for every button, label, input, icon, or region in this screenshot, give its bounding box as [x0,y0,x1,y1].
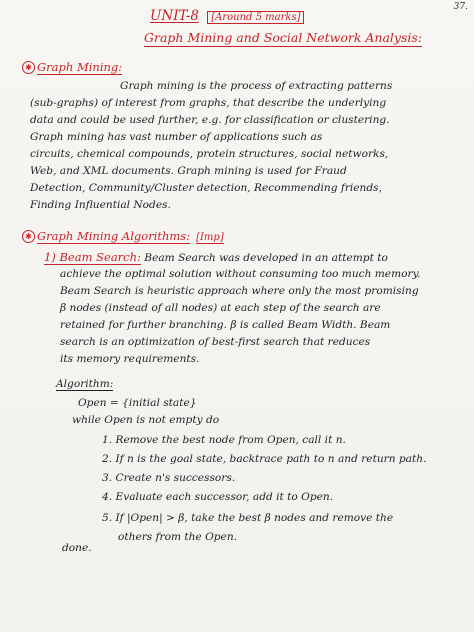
beam-search-text: its memory requirements. [60,353,200,365]
marks-label: [Around 5 marks] [207,11,304,24]
star-bullet-icon: ✱ [22,61,35,74]
unit-label: UNIT-8 [150,8,199,24]
beam-search-text: β nodes (instead of all nodes) at each step of the search are [60,302,381,314]
algorithm-step: others from the Open. [118,531,238,543]
done-line: done. [62,542,92,554]
importance-tag: [Imp] [196,232,224,243]
open-init-line: Open = {initial state} [78,397,197,409]
while-line: while Open is not empty do [72,414,220,426]
algorithm-step: 3. Create n's successors. [102,472,236,484]
beam-search-text: search is an optimization of best-first search that reduces [60,336,371,348]
unit-subtitle: Graph Mining and Social Network Analysis: [144,30,423,45]
beam-search-text: retained for further branching. β is called Beam Width. Beam [60,319,391,331]
unit-title [150,8,304,24]
algorithm-label: Algorithm: [56,378,114,390]
page-number: 37. [453,2,468,12]
beam-search-text: achieve the optimal solution without consuming too much memory. [60,268,421,280]
graph-mining-line: circuits, chemical compounds, protein structures, social networks, [30,148,389,160]
beam-search-label: 1) Beam Search: [44,250,141,264]
beam-search-text: Beam Search is heuristic approach where only the most promising [60,285,419,297]
graph-mining-line: data and could be used further, e.g. for classification or clustering. [30,114,390,126]
graph-mining-heading: ✱ Graph Mining: [22,60,122,74]
star-bullet-icon: ✱ [22,230,35,243]
algorithm-step: 5. If |Open| > β, take the best β nodes and remove the [102,512,394,524]
graph-mining-line: Graph mining is the process of extracting patterns [120,80,393,92]
algorithms-heading: ✱ Graph Mining Algorithms: [Imp] [22,229,224,243]
algorithm-step: 2. If n is the goal state, backtrace path to n and return path. [102,453,427,465]
graph-mining-line: (sub-graphs) of interest from graphs, that describe the underlying [30,97,387,109]
graph-mining-line: Finding Influential Nodes. [30,199,171,211]
algorithm-step: 4. Evaluate each successor, add it to Open. [102,491,334,503]
beam-search-line [44,251,388,265]
graph-mining-line: Detection, Community/Cluster detection, Recommending friends, [30,182,382,194]
beam-search-intro: Beam Search was developed in an attempt to [144,252,388,264]
algorithm-step: 1. Remove the best node from Open, call it n. [102,434,346,446]
graph-mining-line: Web, and XML documents. Graph mining is used for Fraud [30,165,347,177]
graph-mining-line: Graph mining has vast number of applications such as [30,131,323,143]
